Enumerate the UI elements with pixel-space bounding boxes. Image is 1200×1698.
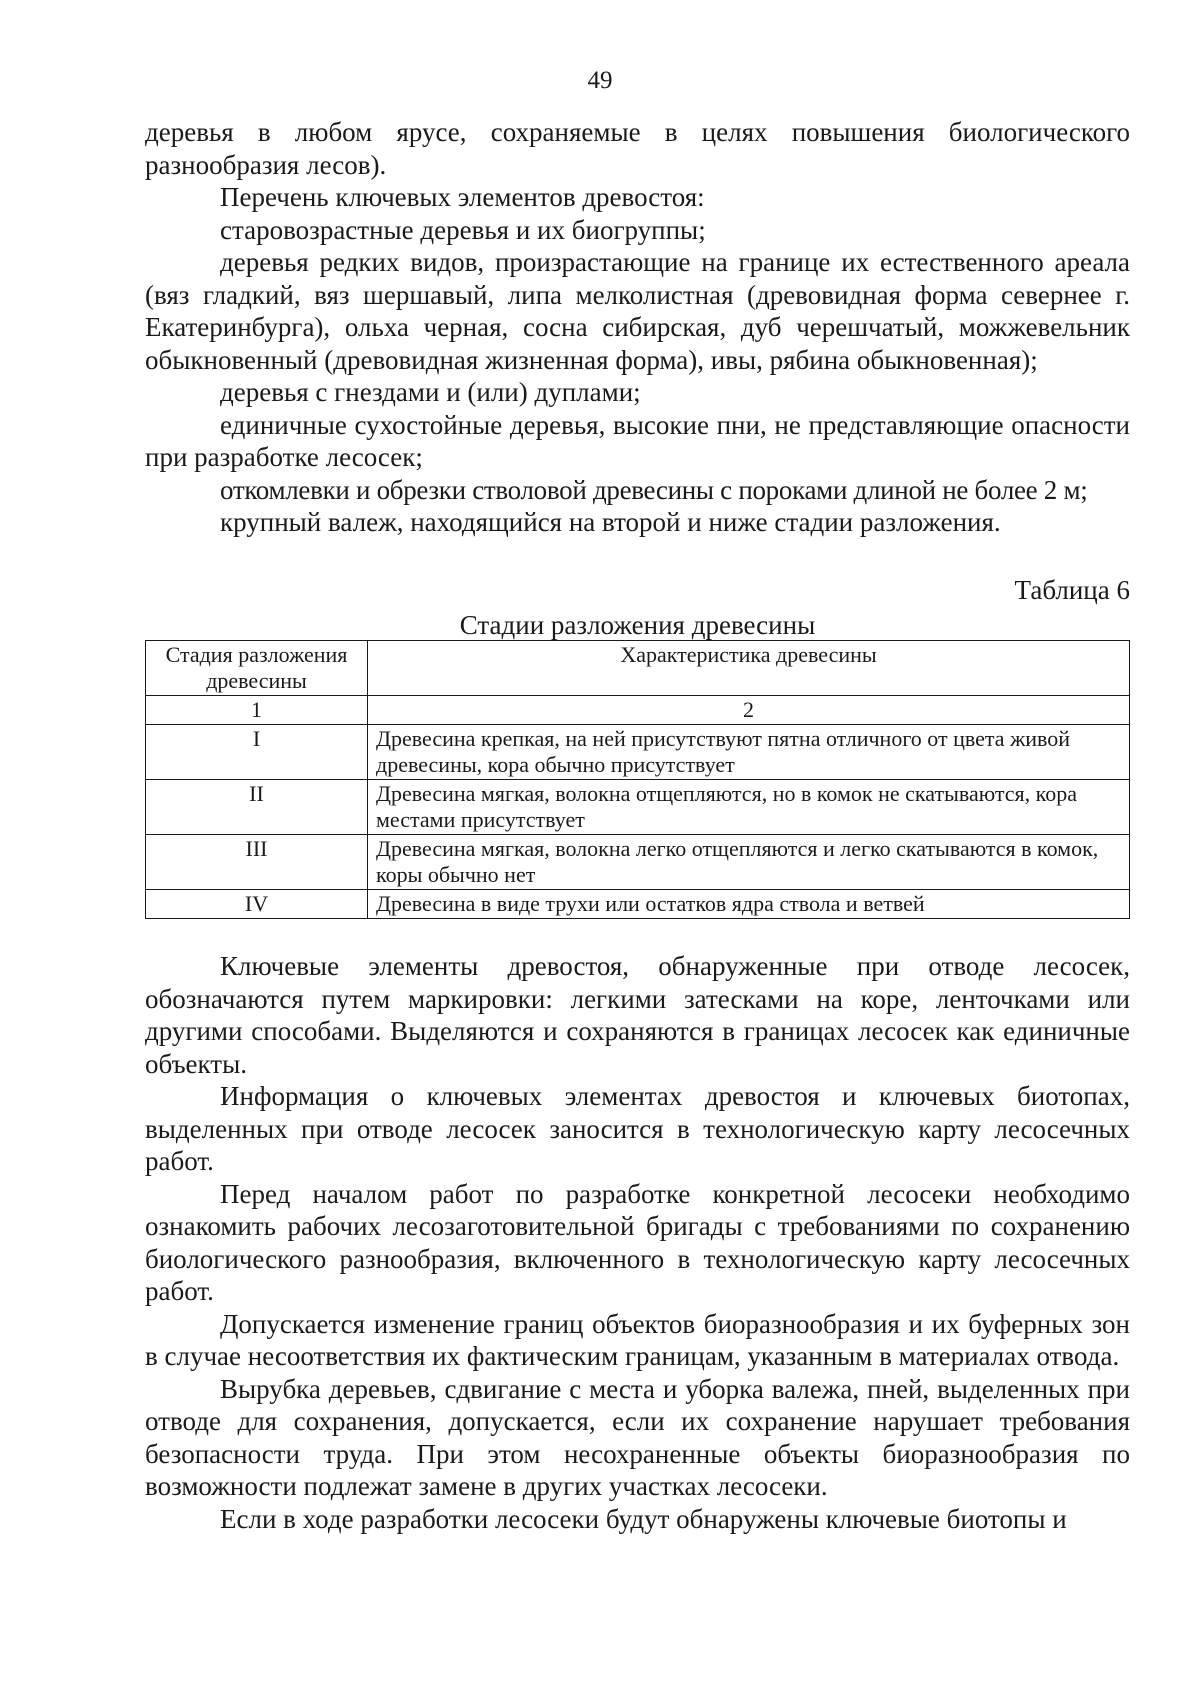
table-cell-stage: III [146, 835, 368, 890]
list-item: старовозрастные деревья и их биогруппы; [220, 214, 706, 245]
paragraph: Если в ходе разработки лесосеки будут обнаружены ключевые биотопы и [220, 1503, 1067, 1534]
table-label: Таблица 6 [1014, 575, 1130, 605]
table-column-number-row [146, 696, 1130, 725]
table-header-row [146, 641, 1130, 696]
table-column-number: 2 [368, 696, 1130, 725]
table-row [146, 725, 1130, 780]
decay-stages-table [145, 640, 1130, 919]
table-row [146, 890, 1130, 919]
table-cell-stage: II [146, 780, 368, 835]
list-item: деревья редких видов, произрастающие на границе их естественного ареала (вяз гладкий, вяз шершавый, липа мелколистная (древовидная форма севернее г. Екатеринбурга), ольха черная, сосна сибирская, дуб черешчатый, можжевельник обыкновенный (древовидная жизненная форма), ивы, рябина обыкновенная); [145, 247, 1130, 375]
table-cell-stage: I [146, 725, 368, 780]
list-item: деревья с гнездами и (или) дуплами; [220, 377, 641, 407]
list-item: крупный валеж, находящийся на второй и ниже стадии разложения. [220, 507, 1001, 537]
bottom-text-block [145, 950, 1130, 1535]
table-cell-description: Древесина в виде трухи или остатков ядра ствола и ветвей [368, 890, 1130, 919]
paragraph: Перечень ключевых элементов древостоя: [220, 182, 705, 212]
table-cell-description: Древесина мягкая, волокна легко отщепляются и легко скатываются в комок, коры обычно нет [368, 835, 1130, 890]
table-row [146, 780, 1130, 835]
list-item: откомлевки и обрезки стволовой древесины с пороками длиной не более 2 м; [220, 474, 1088, 505]
table-column-number: 1 [146, 696, 368, 725]
paragraph: Допускается изменение границ объектов биоразнообразия и их буферных зон в случае несоответствия их фактическим границам, указанным в материалах отвода. [145, 1308, 1130, 1371]
paragraph: Перед началом работ по разработке конкретной лесосеки необходимо ознакомить рабочих лесозаготовительной бригады с требованиями по сохранению биологического разнообразия, включенного в технологическую карту лесосечных работ. [145, 1178, 1130, 1306]
top-text-block [145, 116, 1130, 539]
paragraph: деревья в любом ярусе, сохраняемые в целях повышения биологического разнообразия лесов). [145, 117, 1130, 180]
table-title: Стадии разложения древесины [459, 610, 816, 640]
table-cell-description: Древесина мягкая, волокна отщепляются, но в комок не скатываются, кора местами присутствует [368, 780, 1130, 835]
paragraph: Информация о ключевых элементах древостоя и ключевых биотопах, выделенных при отводе лесосек заносится в технологическую карту лесосечных работ. [145, 1081, 1130, 1176]
table-cell-stage: IV [146, 890, 368, 919]
paragraph: Вырубка деревьев, сдвигание с места и уборка валежа, пней, выделенных при отводе для сохранения, допускается, если их сохранение нарушает требования безопасности труда. При этом несохраненные объекты биоразнообразия по возможности подлежат замене в других участках лесосеки. [145, 1373, 1130, 1501]
table-cell-description: Древесина крепкая, на ней присутствуют пятна отличного от цвета живой древесины, кора обычно присутствует [368, 725, 1130, 780]
paragraph: Ключевые элементы древостоя, обнаруженные при отводе лесосек, обозначаются путем маркировки: легкими затесками на коре, ленточками или другими способами. Выделяются и сохраняются в границах лесосек как единичные объекты. [145, 951, 1130, 1079]
table-row [146, 835, 1130, 890]
list-item: единичные сухостойные деревья, высокие пни, не представляющие опасности при разработке лесосек; [145, 409, 1130, 472]
page-number: 49 [587, 67, 613, 94]
table-header-description: Характеристика древесины [368, 641, 1130, 696]
table-header-stage: Стадия разложения древесины [146, 641, 368, 696]
